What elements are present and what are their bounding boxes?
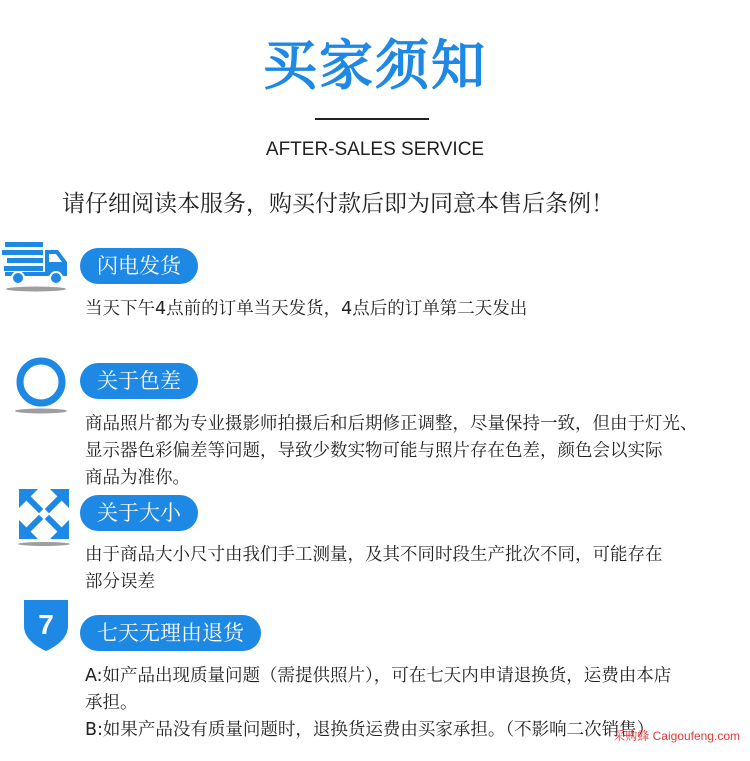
- body-line: 商品为准你。: [85, 468, 190, 488]
- body-line: 部分误差: [85, 572, 155, 592]
- title-divider: [315, 118, 429, 120]
- section-label-color: 关于色差: [80, 363, 198, 399]
- section-body-color: [85, 411, 698, 492]
- shield-number: 7: [38, 609, 54, 640]
- section-body-shipping: [85, 296, 527, 323]
- seven-shield-icon: [20, 596, 72, 654]
- body-line: 显示器色彩偏差等问题，导致少数实物可能与照片存在色差，颜色会以实际: [85, 441, 663, 461]
- watermark-text: 采购蜂 Caigoufeng.com: [613, 729, 740, 743]
- section-label-size: 关于大小: [80, 495, 198, 531]
- section-body-size: [85, 542, 663, 596]
- section-label-shipping: 闪电发货: [80, 248, 198, 284]
- body-line: B:如果产品没有质量问题时，退换货运费由买家承担。（不影响二次销售）: [85, 720, 655, 740]
- body-line: 当天下午4点前的订单当天发货，4点后的订单第二天发出: [85, 299, 528, 319]
- expand-arrows-icon: [16, 486, 72, 546]
- body-line: 商品照片都为专业摄影师拍摄后和后期修正调整，尽量保持一致，但由于灯光、: [85, 414, 698, 434]
- intro-text: 请仔细阅读本服务，购买付款后即为同意本售后条例！: [62, 191, 614, 217]
- body-line: A:如产品出现质量问题（需提供照片），可在七天内申请退换货，运费由本店: [85, 666, 672, 686]
- body-line: 承担。: [85, 693, 138, 713]
- page-title: 买家须知: [263, 34, 487, 97]
- truck-icon: [2, 238, 70, 294]
- circle-icon: [14, 356, 70, 416]
- section-label-returns: 七天无理由退货: [80, 615, 261, 651]
- section-body-returns: [85, 663, 671, 744]
- body-line: 由于商品大小尺寸由我们手工测量，及其不同时段生产批次不同，可能存在: [85, 545, 663, 565]
- page-subtitle: AFTER-SALES SERVICE: [265, 139, 485, 160]
